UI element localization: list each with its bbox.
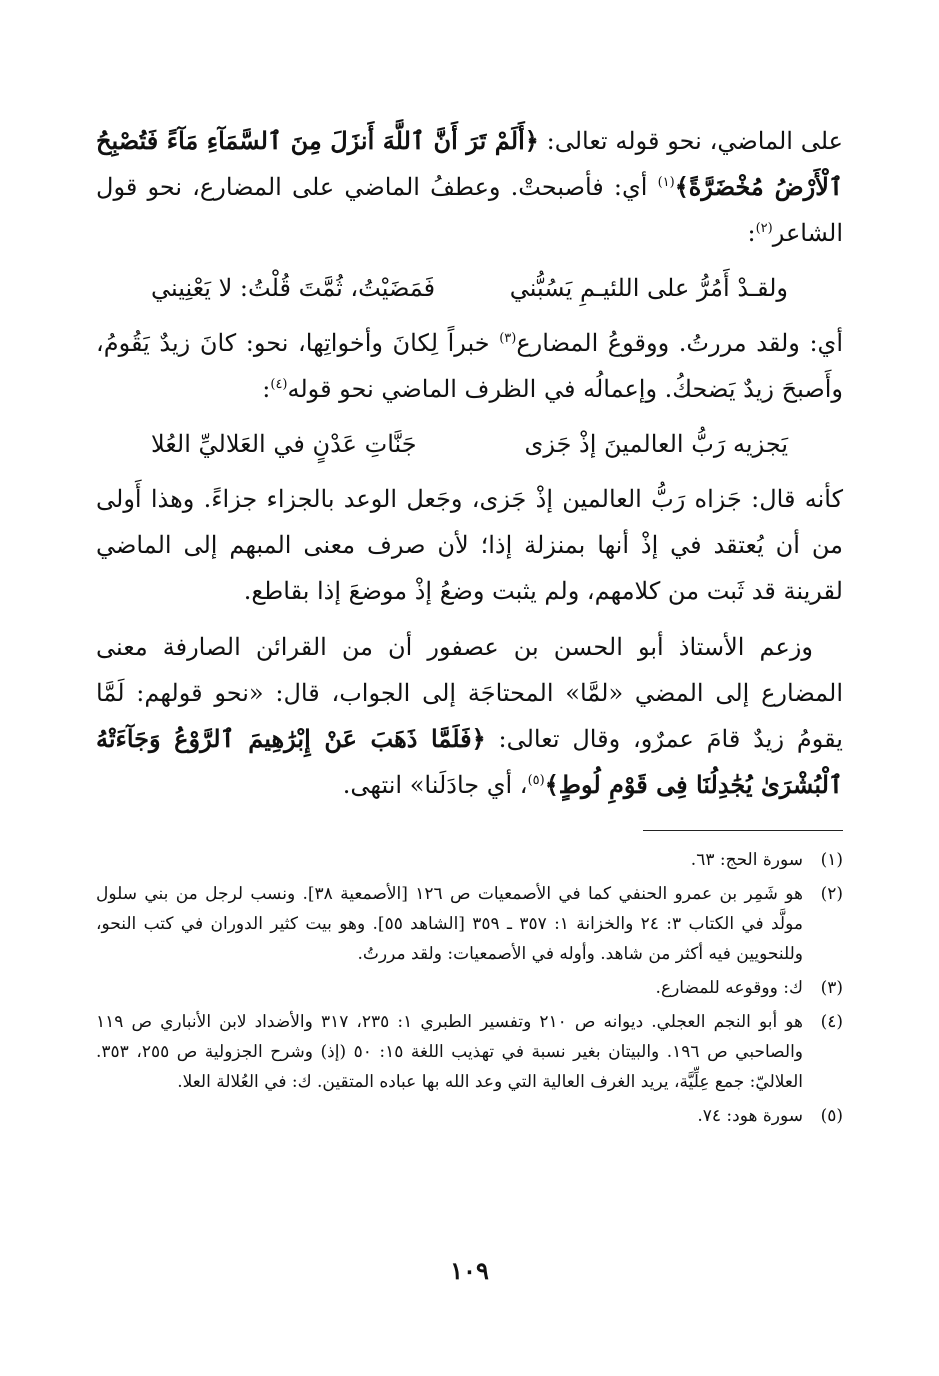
footnote-number: (٤) [820,1012,843,1032]
footnote-item [96,845,843,875]
footnotes [96,845,843,1131]
footnote-item [96,879,843,969]
paragraph-1 [96,118,843,256]
footnote-ref-4[interactable]: (٤) [270,377,288,392]
quran-verse-hud: ﴿فَلَمَّا ذَهَبَ عَنْ إِبْرَٰهِيمَ ٱلرَّوْعُ وَجَآءَتْهُ ٱلْبُشْرَىٰ يُجَٰدِلُنَا فِى قَوْمِ لُوطٍ﴾ [96,724,843,799]
footnote-text: سورة هود: ٧٤. [697,1106,803,1126]
paragraph-1-text-c: : [747,219,756,247]
paragraph-4 [96,624,843,808]
footnote-item [96,1101,843,1131]
paragraph-2-text-c: : [262,375,271,403]
paragraph-1-text-a: على الماضي، نحو قوله تعالى: [538,127,844,155]
footnote-number: (٣) [820,978,843,998]
footnote-number: (٥) [820,1106,843,1126]
paragraph-3: كأنه قال: جَزاه رَبُّ العالمين إذْ جَزى، وجَعل الوعد بالجزاء جزاءً. وهذا أَولى من أن يُعتقد في إذْ أنها بمنزلة إذا؛ لأن صرف معنى المبهم إلى الماضي لقرينة قد ثَبت من كلامهم، ولم يثبت وضعُ إذْ موضعَ إذا بقاطع. [96,485,843,605]
verse-1-first-hemistich: ولقـدْ أَمُرُّ على اللئيـمِ يَسُبُّني [509,274,788,302]
footnote-ref-2[interactable]: (٢) [755,221,773,236]
poetry-verse-1 [151,268,788,308]
footnote-item [96,1007,843,1097]
footnote-separator [643,830,843,831]
footnote-text: سورة الحج: ٦٣. [690,850,803,870]
verse-1-second-hemistich: فَمَضَيْتُ، ثُمَّتَ قُلْتُ: لا يَعْنِيني [151,274,436,302]
paragraph-2-text-b: خبراً لِكانَ وأخواتِها، نحو: كانَ زيدٌ يَقُومُ، وأَصبحَ زيدٌ يَضحكُ. وإعمالُه في الظرف الماضي نحو قوله [96,329,843,403]
footnote-number: (٢) [820,884,843,904]
footnote-ref-3[interactable]: (٣) [499,331,517,346]
footnote-item [96,973,843,1003]
footnote-number: (١) [820,850,843,870]
page-number: ١٠٩ [450,1256,489,1285]
paragraph-2-text-a: أي: ولقد مررتُ. ووقوعُ المضارع [516,329,843,357]
paragraph-4-text-a: وزعم الأستاذ أبو الحسن بن عصفور أن من القرائن الصارفة معنى المضارع إلى المضي «لمَّا» المحتاجَة إلى الجواب، قال: «نحو قولهم: لَمَّا يقومُ زيدٌ قامَ عمرٌو، وقال تعالى: [96,633,843,753]
paragraph-2 [96,320,843,412]
poetry-verse-2 [151,424,788,464]
footnote-ref-5[interactable]: (٥) [527,773,545,788]
verse-2-second-hemistich: جَنَّاتِ عَدْنٍ في العَلاليِّ العُلا [151,430,417,458]
footnote-ref-1[interactable]: (١) [657,175,675,190]
verse-2-first-hemistich: يَجزيه رَبُّ العالمينَ إذْ جَزى [524,430,788,458]
quran-verse-hajj: ﴿أَلَمْ تَرَ أَنَّ ٱللَّهَ أَنزَلَ مِنَ ٱلسَّمَآءِ مَآءً فَتُصْبِحُ ٱلْأَرْضُ مُخْضَرَّةً﴾ [96,126,844,201]
footnote-text: هو أبو النجم العجلي. ديوانه ص ٢١٠ وتفسير الطبري ١: ٢٣٥، ٣١٧ والأضداد لابن الأنباري ص ١١٩ والصاحبي ص ١٩٦. والبيتان بغير نسبة في تهذيب اللغة ١٥: ٥٠ (إذ) وشرح الجزولية ص ٢٥٥، ٣٥٣. العلاليّ: جمع عِلِّيَّة، يريد الغرف العالية التي وعد الله بها عباده المتقين. ك: في العُلالة العلا. [96,1012,804,1092]
paragraph-1-text-b: أي: فأصبحتْ. وعطفُ الماضي على المضارع، نحو قول الشاعر [96,173,843,247]
footnote-text: ك: ووقوعه للمضارع. [655,978,803,998]
footnote-text: هو شَمِر بن عمرو الحنفي كما في الأصمعيات ص ١٢٦ [الأصمعية ٣٨]. ونسب لرجل من بني سلول مولَّد في الكتاب ٣: ٢٤ والخزانة ١: ٣٥٧ ـ ٣٥٩ [الشاهد ٥٥]. وهو بيت كثير الدوران في كتب النحو، وللنحويين فيه أكثر من شاهد. وأوله في الأصمعيات: ولقد مررتُ. [96,884,803,964]
paragraph-4-text-b: ، أي جادَلَنا» انتهى. [342,771,528,799]
